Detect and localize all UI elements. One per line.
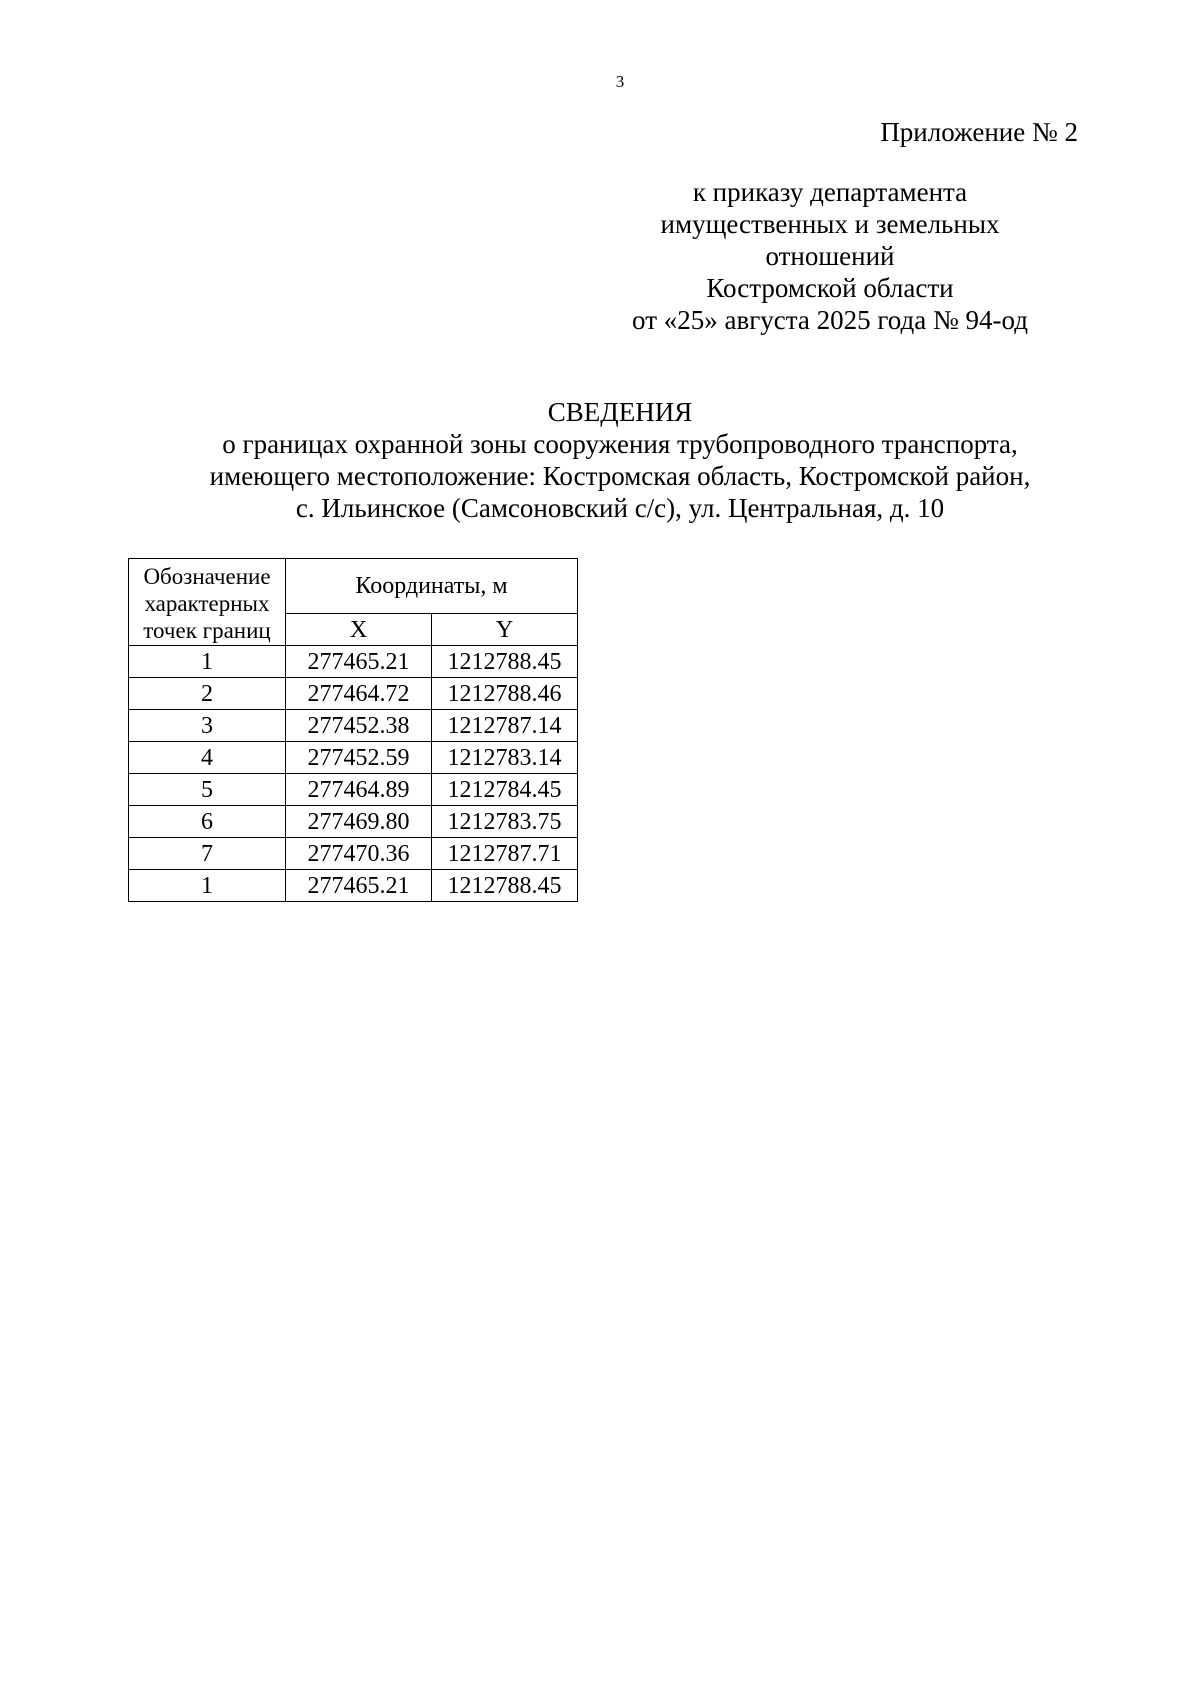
table-header-row	[129, 559, 578, 614]
x-cell: 277452.38	[286, 710, 432, 742]
appendix-title: Приложение № 2	[880, 117, 1078, 147]
y-cell: 1212787.71	[432, 838, 578, 870]
document-subtitle-line: с. Ильинское (Самсоновский с/с), ул. Центральная, д. 10	[295, 493, 945, 523]
point-cell: 1	[129, 646, 286, 678]
x-cell: 277464.89	[286, 774, 432, 806]
document-subtitle-line: имеющего местоположение: Костромская область, Костромской район,	[209, 461, 1031, 491]
table-row	[129, 710, 578, 742]
y-cell: 1212787.14	[432, 710, 578, 742]
order-line: от «25» августа 2025 года № 94-од	[632, 305, 1028, 335]
document-heading: СВЕДЕНИЯ	[547, 397, 693, 427]
y-cell: 1212788.45	[432, 646, 578, 678]
table-row	[129, 678, 578, 710]
point-cell: 2	[129, 678, 286, 710]
x-cell: 277465.21	[286, 870, 432, 902]
y-cell: 1212783.14	[432, 742, 578, 774]
order-line: к приказу департамента	[692, 177, 968, 207]
order-line: Костромской области	[706, 273, 954, 303]
table-row	[129, 870, 578, 902]
point-cell: 3	[129, 710, 286, 742]
point-cell: 7	[129, 838, 286, 870]
x-cell: 277452.59	[286, 742, 432, 774]
point-cell: 5	[129, 774, 286, 806]
table-row	[129, 838, 578, 870]
table-row	[129, 646, 578, 678]
point-column-header: Обозначение характерных точек границ	[129, 559, 286, 646]
y-cell: 1212788.46	[432, 678, 578, 710]
order-line: имущественных и земельных	[660, 209, 1000, 239]
x-cell: 277464.72	[286, 678, 432, 710]
x-cell: 277470.36	[286, 838, 432, 870]
y-cell: 1212784.45	[432, 774, 578, 806]
point-cell: 1	[129, 870, 286, 902]
x-column-header: X	[286, 614, 432, 646]
coordinates-table	[128, 558, 578, 902]
point-cell: 6	[129, 806, 286, 838]
x-cell: 277465.21	[286, 646, 432, 678]
y-column-header: Y	[432, 614, 578, 646]
point-cell: 4	[129, 742, 286, 774]
coordinates-column-header: Координаты, м	[286, 559, 578, 614]
order-reference	[560, 176, 1100, 336]
y-cell: 1212788.45	[432, 870, 578, 902]
x-cell: 277469.80	[286, 806, 432, 838]
document-title	[0, 396, 1200, 524]
table-row	[129, 806, 578, 838]
table-row	[129, 742, 578, 774]
order-line: отношений	[765, 241, 895, 271]
y-cell: 1212783.75	[432, 806, 578, 838]
document-subtitle-line: о границах охранной зоны сооружения трубопроводного транспорта,	[222, 429, 1018, 459]
table-row	[129, 774, 578, 806]
page-number: 3	[615, 72, 625, 91]
